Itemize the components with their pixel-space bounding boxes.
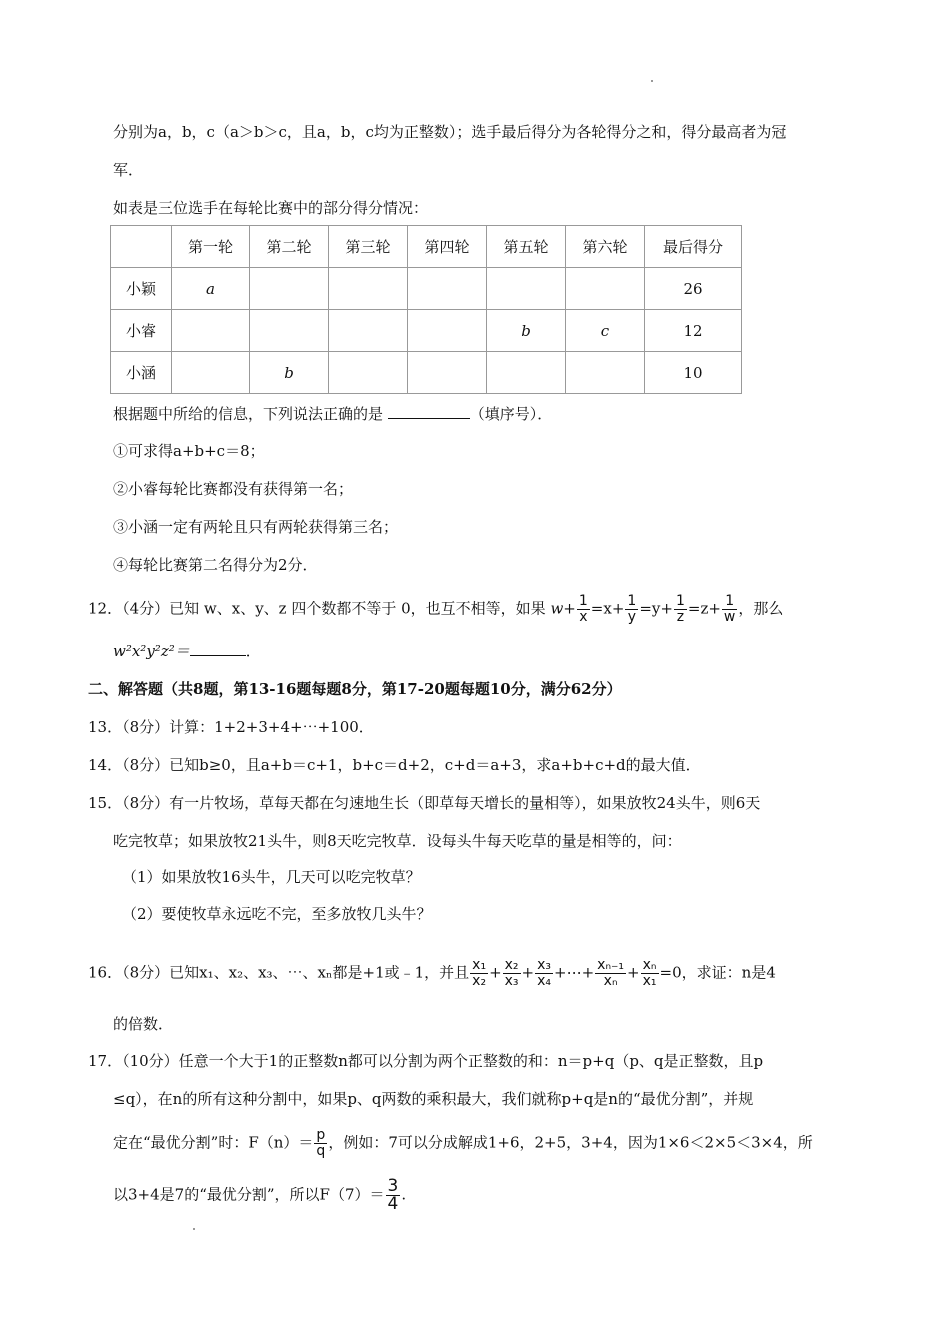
table-row xyxy=(111,268,742,310)
q15-line-2: 吃完牧草；如果放牧21头牛，则8天吃完牧草．设每头牛每天吃草的量是相等的，问： xyxy=(113,832,682,850)
fraction: $\frac{1}{z}$ xyxy=(675,593,685,625)
table-cell xyxy=(487,352,566,394)
intro-line-3: 如表是三位选手在每轮比赛中的部分得分情况： xyxy=(113,199,429,217)
q17-line-2: ≤q），在n的所有这种分割中，如果p、q两数的乘积最大，我们就称p+q是n的“最优分割”，并规 xyxy=(113,1090,754,1108)
table-header-cell xyxy=(111,226,172,268)
fraction: $\frac{1}{y}$ xyxy=(627,593,637,625)
fraction: $\frac{\text{x₂}}{\text{x₃}}$ xyxy=(504,957,519,989)
q13: 13．（8分）计算：1+2+3+4+⋯+100． xyxy=(88,718,374,736)
q14: 14．（8分）已知b≥0，且a+b＝c+1，b+c＝d+2，c+d＝a+3，求a+b+c+d的最大值． xyxy=(88,756,701,774)
q12-line-1: 12．（4分）已知 w、x、y、z 四个数都不等于 0，也互不相等，如果 w+ $\frac{1}{x}$ =x+ $\frac{1}{y}$ =y+ $\frac{1}{z}$ =z+ $\frac{1}{w}$ ，那么 xyxy=(88,593,784,625)
intro-line-1: 分别为a，b，c（a＞b＞c，且a，b，c均为正整数）；选手最后得分为各轮得分之和，得分最高者为冠 xyxy=(113,123,787,141)
table-cell xyxy=(250,268,329,310)
table-cell xyxy=(329,268,408,310)
table-cell: 12 xyxy=(645,310,742,352)
table-cell xyxy=(566,352,645,394)
table-cell: a xyxy=(172,268,250,310)
scan-dot xyxy=(651,80,653,82)
table-cell xyxy=(487,268,566,310)
section-heading: 二、解答题（共8题，第13-16题每题8分，第17-20题每题10分，满分62分） xyxy=(88,680,622,698)
table-header-row xyxy=(111,226,742,268)
q15-sub-1: （1）如果放牧16头牛，几天可以吃完牧草？ xyxy=(122,868,421,886)
fraction: $\frac{3}{4}$ xyxy=(387,1176,399,1214)
q11-option-2: ②小睿每轮比赛都没有获得第一名； xyxy=(113,480,354,498)
fraction: $\frac{1}{x}$ xyxy=(578,593,588,625)
table-row xyxy=(111,310,742,352)
fraction: $\frac{\text{x₁}}{\text{x₂}}$ xyxy=(472,957,487,989)
q11-option-1: ①可求得a+b+c＝8； xyxy=(113,442,265,460)
table-cell xyxy=(408,352,487,394)
table-cell: 小涵 xyxy=(111,352,172,394)
table-cell xyxy=(172,352,250,394)
table-cell xyxy=(408,268,487,310)
fraction: $\frac{1}{w}$ xyxy=(723,593,736,625)
fraction: $\frac{\text{xₙ}}{\text{x₁}}$ xyxy=(642,957,657,989)
score-table xyxy=(110,225,742,394)
table-header-cell: 第三轮 xyxy=(329,226,408,268)
table-cell xyxy=(566,268,645,310)
q16-line-1: 16．（8分）已知x₁、x₂、x₃、⋯、xₙ都是+1或﹣1，并且 $\frac{\text{x₁}}{\text{x₂}}$ + $\frac{\text{x₂}}{\text{x₃}}$ + $\frac{\text{x₃}}{\text{x₄}}$ +⋯+ $\frac{\text{xₙ₋₁}}{\text{xₙ}}$ + $\frac{\text{xₙ}}{\text{x₁}}$ =0，求证：n是4 xyxy=(88,957,776,989)
q16-line-2: 的倍数． xyxy=(113,1015,174,1033)
table-header-cell: 第四轮 xyxy=(408,226,487,268)
q17-line-4: 以3+4是7的“最优分割”，所以F（7）＝ $\frac{3}{4}$ . xyxy=(113,1176,407,1214)
q17-line-1: 17．（10分）任意一个大于1的正整数n都可以分割为两个正整数的和：n＝p+q（p、q是正整数，且p xyxy=(88,1052,764,1070)
scan-dot xyxy=(193,1228,195,1230)
fraction: $\frac{\text{xₙ₋₁}}{\text{xₙ}}$ xyxy=(597,957,625,989)
table-cell xyxy=(329,352,408,394)
table-cell xyxy=(408,310,487,352)
table-row xyxy=(111,352,742,394)
q17-line-3: 定在“最优分割”时：F（n）＝ $\frac{p}{q}$ ，例如：7可以分成解成1+6，2+5，3+4，因为1×6＜2×5＜3×4，所 xyxy=(113,1127,813,1159)
table-cell: b xyxy=(487,310,566,352)
intro-line-2: 军． xyxy=(113,161,144,179)
table-cell: 小睿 xyxy=(111,310,172,352)
q15-line-1: 15．（8分）有一片牧场，草每天都在匀速地生长（即草每天增长的量相等），如果放牧24头牛，则6天 xyxy=(88,794,761,812)
q11-option-4: ④每轮比赛第二名得分为2分． xyxy=(113,556,318,574)
fraction: $\frac{\text{x₃}}{\text{x₄}}$ xyxy=(537,957,552,989)
table-cell: 26 xyxy=(645,268,742,310)
answer-blank[interactable] xyxy=(388,404,470,419)
answer-blank[interactable] xyxy=(190,641,246,656)
q11-option-3: ③小涵一定有两轮且只有两轮获得第三名； xyxy=(113,518,399,536)
table-cell: b xyxy=(250,352,329,394)
q15-sub-2: （2）要使牧草永远吃不完，至多放牧几头牛？ xyxy=(122,905,432,923)
q11-prompt: 根据题中所给的信息，下列说法正确的是 （填序号）． xyxy=(113,405,553,423)
table-cell: c xyxy=(566,310,645,352)
table-cell: 小颖 xyxy=(111,268,172,310)
table-cell: 10 xyxy=(645,352,742,394)
q12-line-2: w²x²y²z²＝ ． xyxy=(113,642,261,660)
fraction: $\frac{p}{q}$ xyxy=(316,1127,326,1159)
table-cell xyxy=(172,310,250,352)
table-cell xyxy=(250,310,329,352)
table-cell xyxy=(329,310,408,352)
table-header-cell: 第一轮 xyxy=(172,226,250,268)
table-header-cell: 最后得分 xyxy=(645,226,742,268)
table-header-cell: 第六轮 xyxy=(566,226,645,268)
table-header-cell: 第二轮 xyxy=(250,226,329,268)
table-header-cell: 第五轮 xyxy=(487,226,566,268)
